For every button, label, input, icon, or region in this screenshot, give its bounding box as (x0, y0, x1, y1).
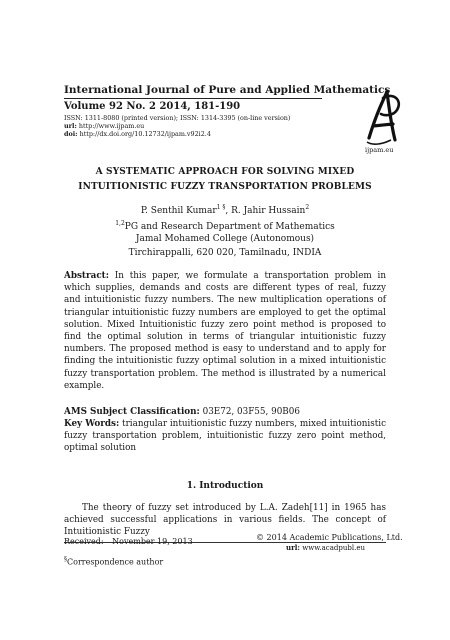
ams-label: AMS Subject Classification: (64, 407, 200, 417)
url-label: url: (64, 122, 77, 130)
logo-url: ijpam.eu (365, 146, 394, 154)
doi-label: doi: (64, 130, 78, 138)
received-date: November 19, 2013 (112, 537, 193, 546)
footnote-text: Correspondence author (67, 557, 164, 567)
affiliation-mark: 1,2 (115, 220, 125, 227)
footnote-mark: § (64, 556, 67, 563)
doi-line (64, 130, 211, 138)
keywords-value: triangular intuitionistic fuzzy numbers, mixed intuitionistic fuzzy transportation problem, intuitionistic fuzzy zero point method, optimal solution (64, 419, 387, 454)
affiliation-line3: Tirchirappalli, 620 020, Tamilnadu, INDIA (128, 248, 322, 258)
section-heading: 1. Introduction (186, 481, 264, 491)
header-rule (64, 98, 322, 99)
keywords (64, 418, 386, 455)
url-line (64, 122, 144, 130)
volume-line: Volume 92 No. 2 2014, 181-190 (64, 101, 241, 112)
affiliation-dept: PG and Research Department of Mathematics (124, 222, 335, 232)
keywords-label: Key Words: (64, 419, 120, 429)
journal-title: International Journal of Pure and Applied Mathematics (64, 84, 391, 96)
received (64, 537, 193, 546)
abstract (64, 270, 386, 392)
paper-title-line1: A SYSTEMATIC APPROACH FOR SOLVING MIXED (95, 167, 355, 177)
paper-title-line2: INTUITIONISTIC FUZZY TRANSPORTATION PROBLEMS (78, 182, 372, 192)
journal-logo-icon (363, 88, 403, 148)
journal-url[interactable]: http://www.ijpam.eu (78, 122, 145, 130)
footnote (64, 556, 163, 567)
publisher-url-line (286, 543, 365, 552)
ams-classification (64, 406, 386, 418)
author-1: P. Senthil Kumar (140, 206, 217, 216)
affiliation-line1 (0, 220, 450, 232)
author-2-mark: 2 (305, 204, 310, 211)
publisher-url-label: url: (286, 543, 301, 552)
issn-line: ISSN: 1311-8080 (printed version); ISSN: 1314-3395 (on-line version) (64, 114, 291, 122)
affiliation-line2: Jamal Mohamed College (Autonomous) (135, 234, 315, 244)
authors (0, 204, 450, 216)
ams-value: 03E72, 03F55, 90B06 (202, 407, 300, 417)
received-label: Received: (64, 537, 104, 546)
doi-link[interactable]: http://dx.doi.org/10.12732/ijpam.v92i2.4 (79, 130, 211, 138)
publisher-url[interactable]: www.acadpubl.eu (302, 544, 365, 552)
abstract-label: Abstract: (64, 271, 109, 281)
copyright: © 2014 Academic Publications, Ltd. (256, 533, 403, 542)
intro-paragraph: The theory of fuzzy set introduced by L.A. Zadeh[11] in 1965 has achieved successful applications in various fields. The concept of Intuitionistic Fuzzy (64, 503, 386, 538)
author-separator: , R. Jahir Hussain (225, 206, 306, 216)
abstract-text: In this paper, we formulate a transportation problem in which supplies, demands and costs are different types of real, fuzzy and intuitionistic fuzzy numbers. The new multiplication operations of triangular intuitionistic fuzzy numbers are employed to get the optimal solution. Mixed Intuitionistic fuzzy zero point method is proposed to find the optimal solution in terms of triangular intuitionistic fuzzy numbers. The proposed method is easy to understand and to apply for finding the intuitionistic fuzzy optimal solution in a mixed intuitionistic fuzzy transportation problem. The method is illustrated by a numerical example. (64, 271, 387, 391)
author-1-mark: 1 § (216, 204, 226, 211)
